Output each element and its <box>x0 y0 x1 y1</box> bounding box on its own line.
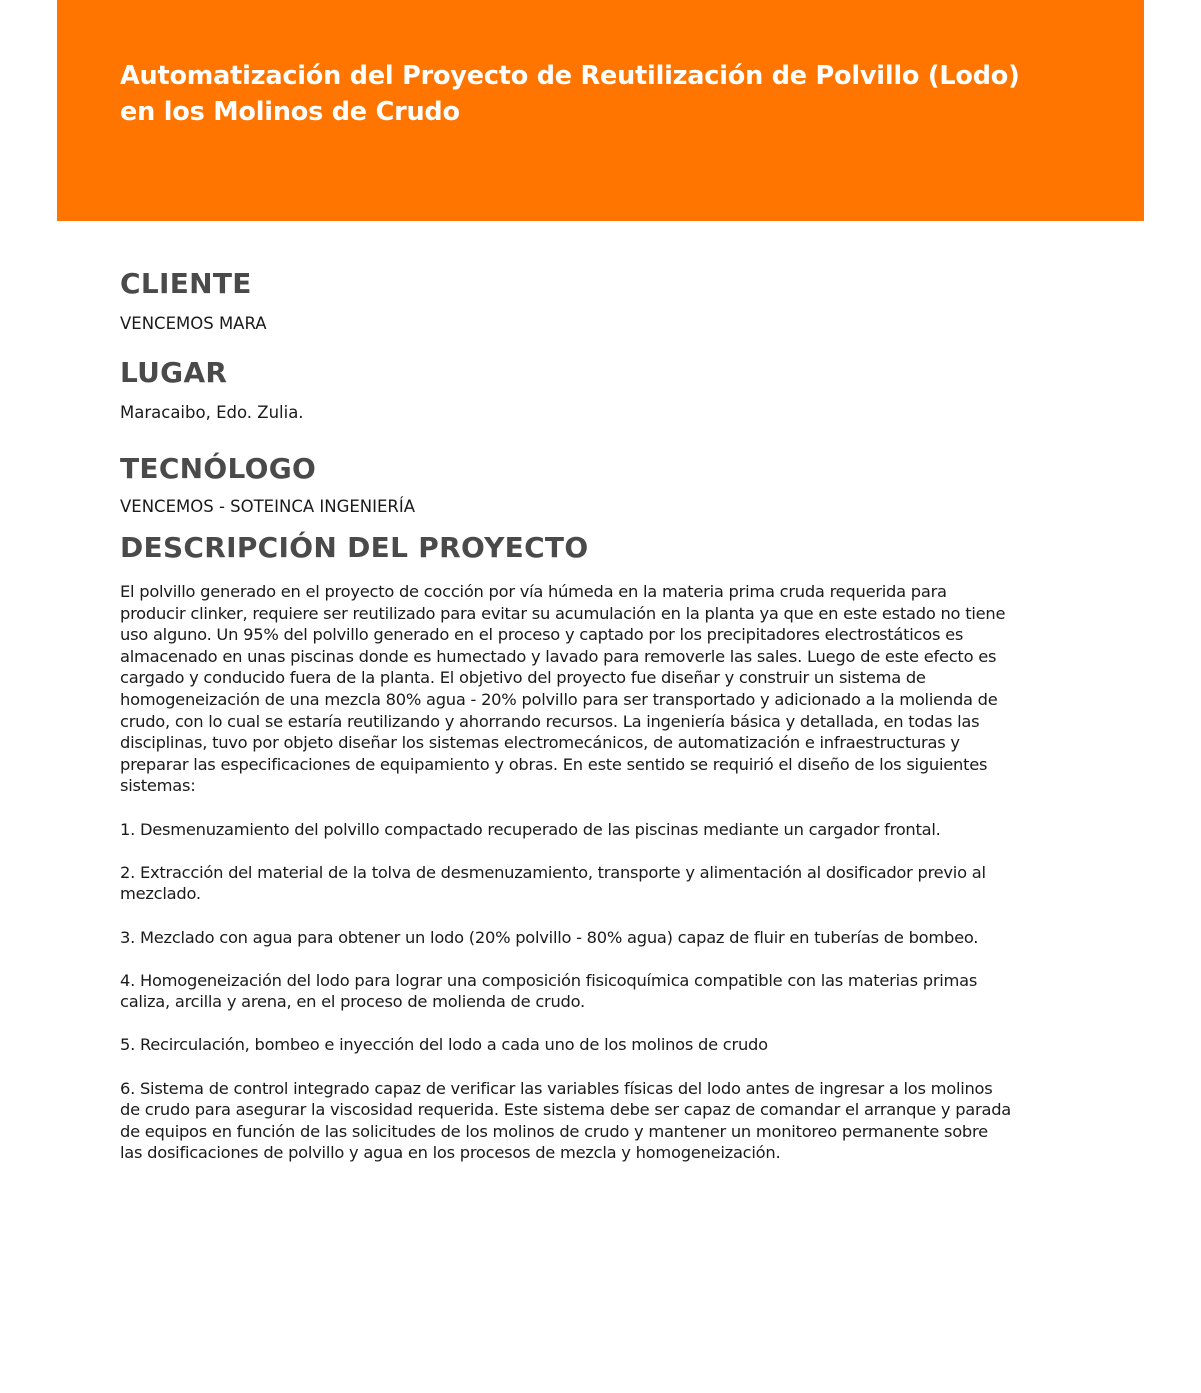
descripcion-item: 2. Extracción del material de la tolva de desmenuzamiento, transporte y alimentación al dosificador previo al mezclado. <box>120 862 986 904</box>
tecnologo-heading: TECNÓLOGO <box>120 452 317 485</box>
descripcion-heading: DESCRIPCIÓN DEL PROYECTO <box>120 531 589 564</box>
descripcion-item: 6. Sistema de control integrado capaz de verificar las variables físicas del lodo antes de ingresar a los molinos de crudo para asegurar la viscosidad requerida. Este sistema debe ser capaz de comandar el arranque y parada de equipos en función de las solicitudes de los molinos de crudo y mantener un monitoreo permanente sobre las dosificaciones de polvillo y agua en los procesos de mezcla y homogeneización. <box>120 1078 1012 1163</box>
descripcion-item: 3. Mezclado con agua para obtener un lodo (20% polvillo - 80% agua) capaz de fluir en tuberías de bombeo. <box>120 927 979 947</box>
lugar-value: Maracaibo, Edo. Zulia. <box>120 403 304 422</box>
descripcion-body <box>120 581 1015 1164</box>
cliente-value: VENCEMOS MARA <box>120 314 267 333</box>
header-banner <box>57 0 1144 221</box>
descripcion-intro: El polvillo generado en el proyecto de cocción por vía húmeda en la materia prima cruda requerida para producir clinker, requiere ser reutilizado para evitar su acumulación en la planta ya que en este estado no tiene uso alguno. Un 95% del polvillo generado en el proceso y captado por los precipitadores electrostáticos es almacenado en unas piscinas donde es humectado y lavado para removerle las sales. Luego de este efecto es cargado y conducido fuera de la planta. El objetivo del proyecto fue diseñar y construir un sistema de homogeneización de una mezcla 80% agua - 20% polvillo para ser transportado y adicionado a la molienda de crudo, con lo cual se estaría reutilizando y ahorrando recursos. La ingeniería básica y detallada, en todas las disciplinas, tuvo por objeto diseñar los sistemas electromecánicos, de automatización e infraestructuras y preparar las especificaciones de equipamiento y obras. En este sentido se requirió el diseño de los siguientes sistemas: <box>120 582 1006 796</box>
project-details <box>120 266 1015 1164</box>
lugar-heading: LUGAR <box>120 356 228 389</box>
page-title: Automatización del Proyecto de Reutilización de Polvillo (Lodo) en los Molinos de Crudo <box>120 61 1020 127</box>
descripcion-item: 5. Recirculación, bombeo e inyección del lodo a cada uno de los molinos de crudo <box>120 1035 768 1055</box>
descripcion-item: 1. Desmenuzamiento del polvillo compactado recuperado de las piscinas mediante un cargador frontal. <box>120 819 941 839</box>
descripcion-item: 4. Homogeneización del lodo para lograr una composición fisicoquímica compatible con las materias primas caliza, arcilla y arena, en el proceso de molienda de crudo. <box>120 970 978 1012</box>
cliente-heading: CLIENTE <box>120 267 252 300</box>
tecnologo-value: VENCEMOS - SOTEINCA INGENIERÍA <box>120 497 416 516</box>
